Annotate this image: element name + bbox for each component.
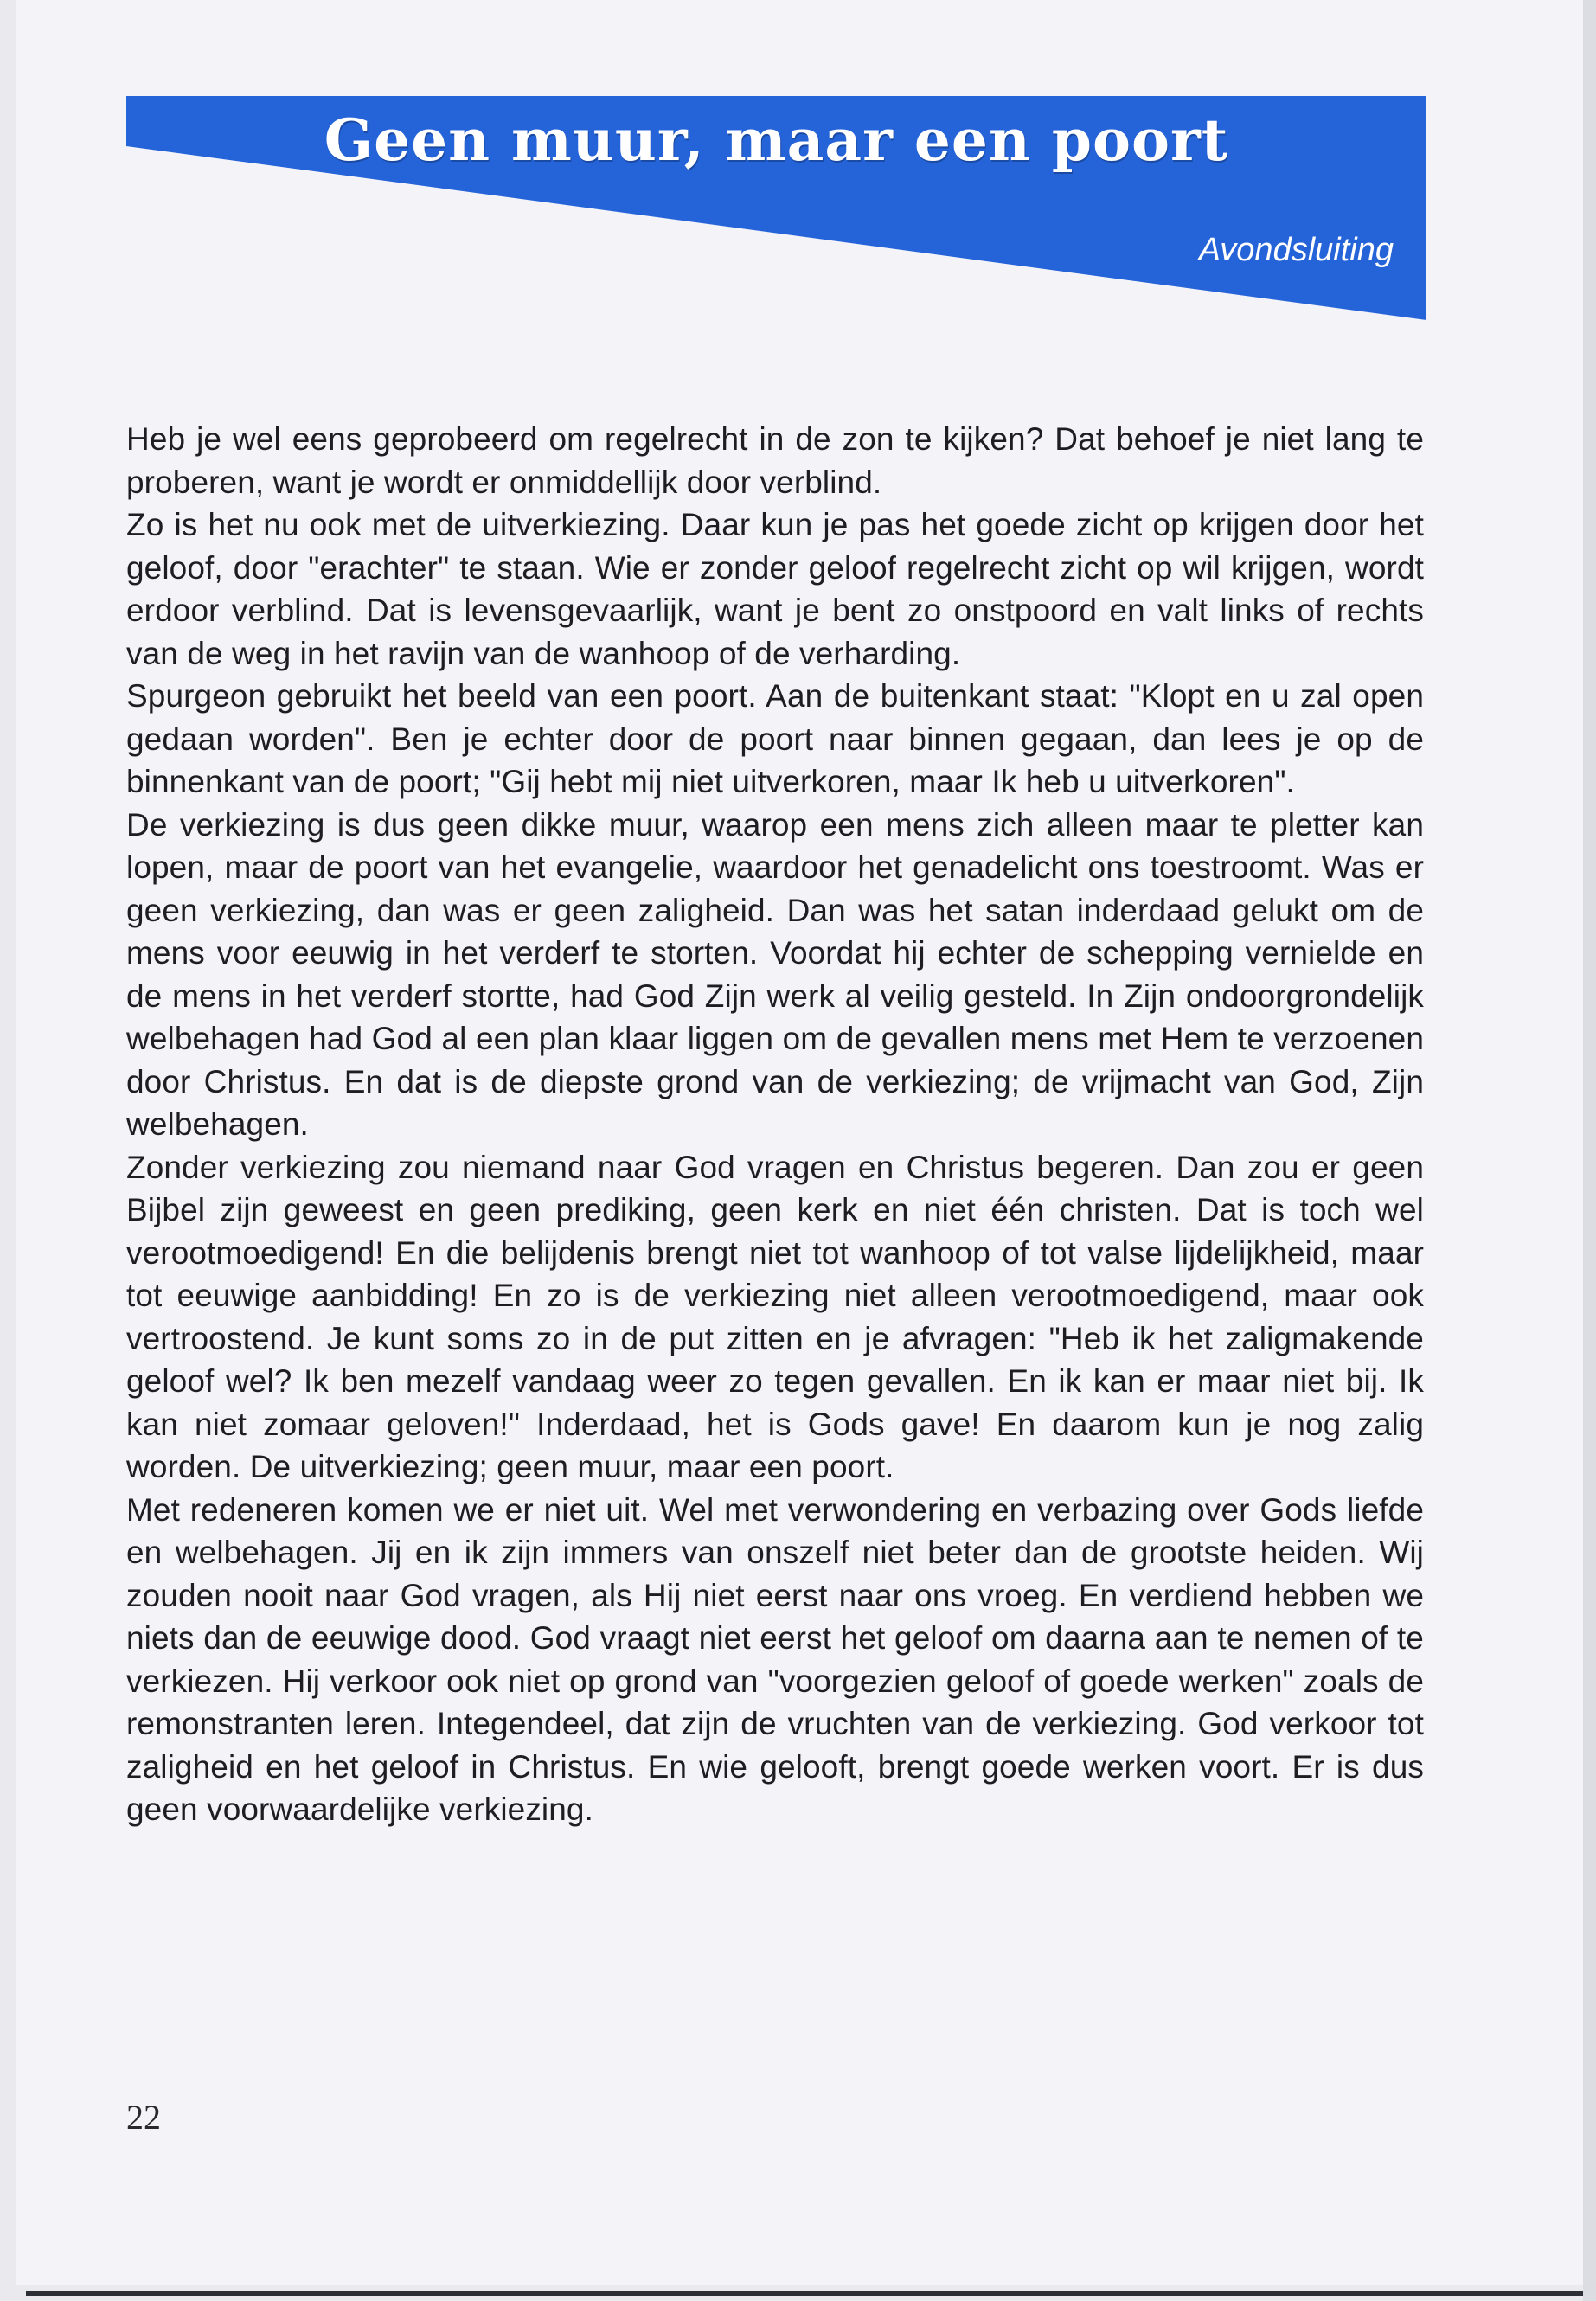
page-number: 22 [126, 2098, 161, 2137]
page-title: Geen muur, maar een poort [324, 106, 1229, 174]
page-edge [1583, 0, 1596, 2301]
article-body [126, 418, 1424, 1831]
page-bottom-edge [26, 2291, 1583, 2296]
paragraph: Zonder verkiezing zou niemand naar God vragen en Christus begeren. Dan zou er geen Bijbel zijn geweest en geen prediking, geen kerk en niet één christen. Dat is toch wel verootmoedigend! En die belijdenis brengt niet tot wanhoop of tot valse lijdelijkheid, maar tot eeuwige aanbidding! En zo is de verkiezing niet alleen verootmoedigend, maar ook vertroostend. Je kunt soms zo in de put zitten en je afvragen: "Heb ik het zaligmakende geloof wel? Ik ben mezelf vandaag weer zo tegen gevallen. En ik kan er maar niet bij. Ik kan niet zomaar geloven!" Inderdaad, het is Gods gave! En daarom kun je nog zalig worden. De uitverkiezing; geen muur, maar een poort. [126, 1149, 1424, 1484]
section-label: Avondsluiting [1198, 232, 1394, 268]
paragraph: Zo is het nu ook met de uitverkiezing. Daar kun je pas het goede zicht op krijgen door het geloof, door "erachter" te staan. Wie er zonder geloof regelrecht zicht op wil krijgen, wordt erdoor verblind. Dat is levensgevaarlijk, want je bent zo onstpoord en valt links of rechts van de weg in het ravijn van de wanhoop of de verharding. [126, 507, 1424, 671]
paragraph: De verkiezing is dus geen dikke muur, waarop een mens zich alleen maar te pletter kan lopen, maar de poort van het evangelie, waardoor het genadelicht ons toestroomt. Was er geen verkiezing, dan was er geen zaligheid. Dan was het satan inderdaad gelukt om de mens voor eeuwig in het verderf te storten. Voordat hij echter de schepping vernielde en de mens in het verderf stortte, had God Zijn werk al veilig gesteld. In Zijn ondoorgrondelijk welbehagen had God al een plan klaar liggen om de gevallen mens met Hem te verzoenen door Christus. En dat is de diepste grond van de verkiezing; de vrijmacht van God, Zijn welbehagen. [126, 806, 1424, 1142]
paragraph: Heb je wel eens geprobeerd om regelrecht in de zon te kijken? Dat behoef je niet lang te proberen, want je wordt er onmiddellijk door verblind. [126, 421, 1424, 500]
paragraph: Met redeneren komen we er niet uit. Wel met verwondering en verbazing over Gods liefde en welbehagen. Jij en ik zijn immers van onszelf niet beter dan de grootste heiden. Wij zouden nooit naar God vragen, als Hij niet eerst naar ons vroeg. En verdiend hebben we niets dan de eeuwige dood. God vraagt niet eerst het geloof om daarna aan te nemen of te verkiezen. Hij verkoor ook niet op grond van "voorgezien geloof of goede werken" zoals de remonstranten leren. Integendeel, dat zijn de vruchten van de verkiezing. God verkoor tot zaligheid en het geloof in Christus. En wie gelooft, brengt goede werken voort. Er is dus geen voorwaardelijke verkiezing. [126, 1491, 1424, 1827]
paragraph: Spurgeon gebruikt het beeld van een poort. Aan de buitenkant staat: "Klopt en u zal open gedaan worden". Ben je echter door de poort naar binnen gegaan, dan lees je op de binnenkant van de poort; "Gij hebt mij niet uitverkoren, maar Ik heb u uitverkoren". [126, 678, 1424, 799]
title-banner [126, 96, 1426, 320]
